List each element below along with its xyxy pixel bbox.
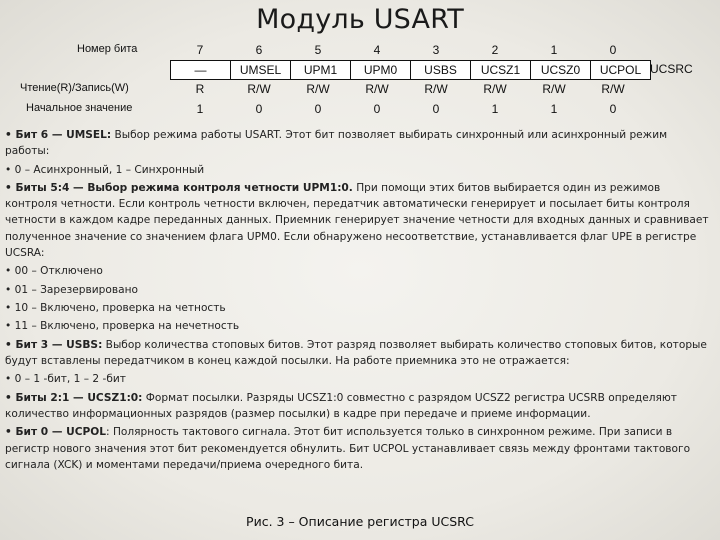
initial-value: 1 <box>550 102 558 116</box>
bit-cell: UPM1 <box>290 60 351 80</box>
paragraph-text: Формат посылки. Разряды UCSZ1:0 совместно с разрядом UCSZ2 регистра UCSRB определяют количество информационных разрядов (размер посылки) в кадре при передаче и приеме информации. <box>5 391 677 420</box>
bit-cell: UMSEL <box>230 60 291 80</box>
initial-value-label: Начальное значение <box>26 102 133 114</box>
initial-value: 0 <box>373 102 381 116</box>
initial-value: 0 <box>255 102 263 116</box>
bit-number: 4 <box>373 43 381 57</box>
rw-value: R/W <box>306 82 330 96</box>
paragraph <box>5 424 711 473</box>
figure-caption: Рис. 3 – Описание регистра UCSRC <box>246 514 474 529</box>
bit-number: 2 <box>491 43 499 57</box>
bit-number: 5 <box>314 43 322 57</box>
rw-value: R/W <box>601 82 625 96</box>
initial-value: 0 <box>314 102 322 116</box>
description-text <box>5 127 711 475</box>
bit-cell: UCPOL <box>590 60 651 80</box>
paragraph-text: : Полярность тактового сигнала. Этот бит используется только в синхронном режиме. При записи в регистр нового значения этот бит рекомендуется обнулить. Бит UCPOL устанавливает связь между фронтами тактового сигнала (XCK) и моментами передачи/приема очередного бита. <box>5 426 691 471</box>
initial-value: 0 <box>432 102 440 116</box>
paragraph-text: При помощи этих битов выбирается один из режимов контроля четности. Если контроль четности включен, передатчик автоматически генерирует и посылает биты контроля четности в каждом кадре переданных данных. Приемник генерирует значение четности для входных данных и сравнивает полученное значение со значением флага UPM0. Если обнаружено несоответствие, устанавливается флаг UPE в регистре UCSRA: <box>5 181 709 259</box>
register-name: UCSRC <box>650 62 693 76</box>
paragraph <box>5 390 711 422</box>
rw-value: R <box>195 82 205 96</box>
initial-value: 1 <box>491 102 499 116</box>
bit-number: 1 <box>550 43 558 57</box>
paragraph-heading: • Бит 0 — UCPOL <box>5 426 107 439</box>
paragraph <box>5 127 711 159</box>
paragraph-heading: • Биты 2:1 — UCSZ1:0: <box>5 391 143 404</box>
paragraph <box>5 337 711 369</box>
paragraph: • 00 – Отключено <box>5 265 103 278</box>
bit-cell: USBS <box>410 60 471 80</box>
bit-number-label: Номер бита <box>77 43 138 55</box>
rw-value: R/W <box>483 82 507 96</box>
paragraph-heading: • Биты 5:4 — Выбор режима контроля четности UPM1:0. <box>5 181 353 194</box>
read-write-label: Чтение(R)/Запись(W) <box>20 82 129 94</box>
paragraph <box>5 180 711 261</box>
paragraph: • 11 – Включено, проверка на нечетность <box>5 320 240 333</box>
bit-cell: — <box>170 60 231 80</box>
rw-value: R/W <box>424 82 448 96</box>
bit-cell: UCSZ1 <box>470 60 531 80</box>
bit-number: 6 <box>255 43 263 57</box>
paragraph: • 10 – Включено, проверка на четность <box>5 301 226 314</box>
bit-cell: UPM0 <box>350 60 411 80</box>
bit-number: 3 <box>432 43 440 57</box>
bit-number: 7 <box>196 43 204 57</box>
paragraph-text: Выбор режима работы USART. Этот бит позволяет выбирать синхронный или асинхронный режим работы: <box>5 129 668 158</box>
paragraph-heading: • Бит 6 — UMSEL: <box>5 129 112 141</box>
paragraph: • 01 – Зарезервировано <box>5 283 139 296</box>
bit-number: 0 <box>609 43 617 57</box>
rw-value: R/W <box>247 82 271 96</box>
bit-cell: UCSZ0 <box>530 60 591 80</box>
rw-value: R/W <box>365 82 389 96</box>
initial-value: 0 <box>609 102 617 116</box>
rw-value: R/W <box>542 82 566 96</box>
register-bit-cells <box>170 60 650 80</box>
slide-title: Модуль USART <box>256 4 464 35</box>
paragraph: • 0 – Асинхронный, 1 – Синхронный <box>5 163 205 176</box>
initial-value: 1 <box>196 102 204 116</box>
paragraph: • 0 – 1 -бит, 1 – 2 -бит <box>5 373 126 386</box>
register-diagram <box>20 40 710 118</box>
paragraph-heading: • Бит 3 — USBS: <box>5 338 103 351</box>
paragraph-text: Выбор количества стоповых битов. Этот разряд позволяет выбирать количество стоповых битов, которые будут вставлены передатчиком в конец каждой посылки. На работе приемника это не отражается: <box>5 338 707 367</box>
